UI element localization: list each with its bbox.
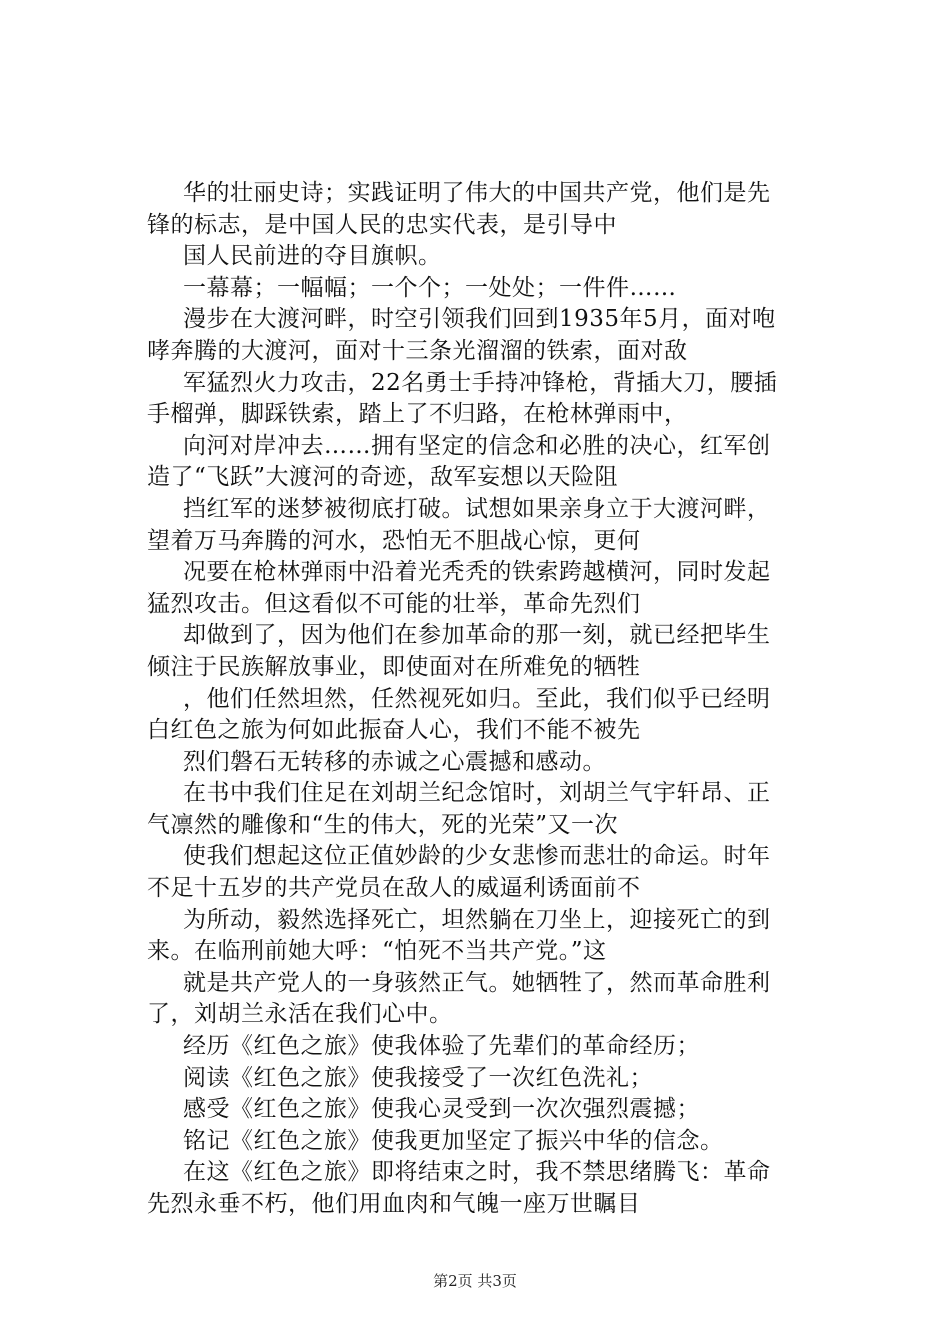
text-line: 却做到了，因为他们在参加革命的那一刻，就已经把毕生 [183,622,771,649]
text-line: 哮奔腾的大渡河，面对十三条光溜溜的铁索，面对敌 [147,337,688,364]
text-line: 使我们想起这位正值妙龄的少女悲惨而悲壮的命运。时年 [183,843,771,870]
text-line: 先烈永垂不朽，他们用血肉和气魄一座万世瞩目 [147,1191,641,1217]
text-line: 锋的标志，是中国人民的忠实代表，是引导中 [147,211,617,238]
text-line: 华的壮丽史诗；实践证明了伟大的中国共产党，他们是先 [183,180,771,206]
text-line: 况要在枪林弹雨中沿着光秃秃的铁索跨越横河，同时发起 [183,559,771,586]
text-line: 白红色之旅为何如此振奋人心，我们不能不被先 [147,717,641,744]
text-line: 猛烈攻击。但这看似不可能的壮举，革命先烈们 [147,590,641,617]
text-line: 挡红军的迷梦被彻底打破。试想如果亲身立于大渡河畔， [183,495,771,522]
text-line: 感受《红色之旅》使我心灵受到一次次强烈震撼； [183,1096,700,1123]
text-line: 倾注于民族解放事业，即使面对在所难免的牺牲 [147,653,641,680]
text-line: 阅读《红色之旅》使我接受了一次红色洗礼； [183,1064,653,1091]
text-line: 望着万马奔腾的河水，恐怕无不胆战心惊，更何 [147,527,641,554]
text-line: 为所动，毅然选择死亡，坦然躺在刀坐上，迎接死亡的到 [183,906,771,933]
text-line: 漫步在大渡河畔，时空引领我们回到1935年5月，面对咆 [183,306,776,333]
text-line: 手榴弹，脚踩铁索，踏上了不归路，在枪林弹雨中， [147,401,688,428]
text-line: 向河对岸冲去……拥有坚定的信念和必胜的决心，红军创 [183,432,771,459]
text-line: 经历《红色之旅》使我体验了先辈们的革命经历； [183,1033,700,1060]
text-line: ，他们任然坦然，任然视死如归。至此，我们似乎已经明 [183,685,771,712]
document-body [147,178,837,1221]
text-line: 铭记《红色之旅》使我更加坚定了振兴中华的信念。 [183,1127,724,1154]
text-line: 在这《红色之旅》即将结束之时，我不禁思绪腾飞：革命 [183,1159,771,1186]
text-line: 不足十五岁的共产党员在敌人的威逼利诱面前不 [147,875,641,902]
text-line: 造了“飞跃”大渡河的奇迹，敌军妄想以天险阻 [147,464,619,491]
text-line: 军猛烈火力攻击，22名勇士手持冲锋枪，背插大刀，腰插 [183,369,778,396]
text-line: 在书中我们住足在刘胡兰纪念馆时，刘胡兰气宇轩昂、正 [183,780,771,807]
text-line: 一幕幕；一幅幅；一个个；一处处；一件件…… [183,274,677,301]
text-line: 来。在临刑前她大呼：“怕死不当共产党。”这 [147,938,607,965]
text-line: 烈们磐石无转移的赤诚之心震撼和感动。 [183,748,606,775]
text-line: 气凛然的雕像和“生的伟大，死的光荣”又一次 [147,811,619,838]
text-line: 就是共产党人的一身骇然正气。她牺牲了，然而革命胜利 [183,969,771,996]
text-line: 了，刘胡兰永活在我们心中。 [147,1001,453,1028]
text-line: 国人民前进的夺目旗帜。 [183,243,442,270]
page-footer: 第2页 共3页 [433,1272,517,1290]
